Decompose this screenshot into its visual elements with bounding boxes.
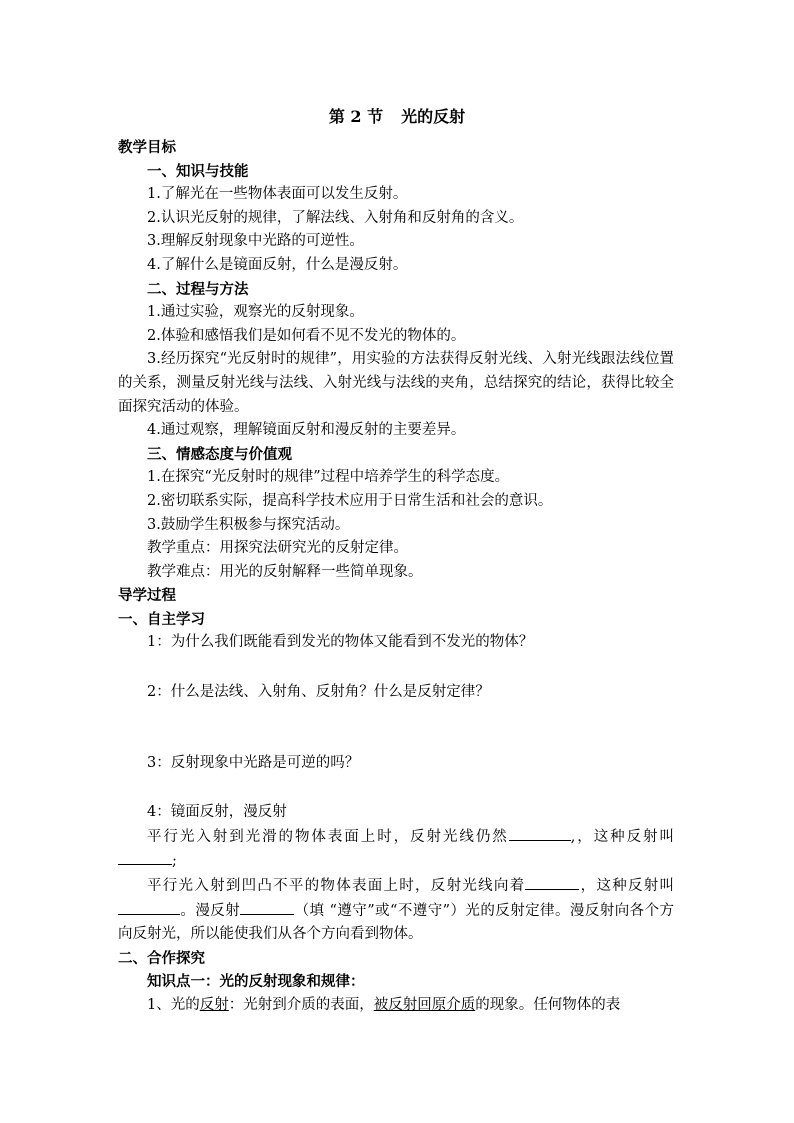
list-item: 4.了解什么是镜面反射，什么是漫反射。 (147, 256, 408, 273)
question-1: 1：为什么我们既能看到发光的物体又能看到不发光的物体？ (147, 634, 534, 651)
definition-term: 反射 (199, 997, 229, 1013)
list-item: 3.经历探究“光反射时的规律”，用实验的方法获得反射光线、入射光线跟法线位置的关系，测量反射光线与法线、入射光线与法线的夹角，总结探究的结论，获得比较全面探究活动的体验。 (118, 351, 674, 415)
question-4: 4：镜面反射，漫反射 (147, 804, 287, 821)
process-methods-heading: 二、过程与方法 (147, 280, 249, 298)
specular-text-b: ,，这种反射叫 (570, 828, 674, 845)
question-3: 3：反射现象中光路是可逆的吗？ (147, 754, 360, 771)
list-item: 1.了解光在一些物体表面可以发生反射。 (147, 186, 408, 203)
definition-text-e: 的现象。任何物体的表 (475, 997, 621, 1013)
list-item: 2.体验和感悟我们是如何看不见不发光的物体的。 (147, 327, 466, 344)
fill-blank[interactable] (525, 874, 579, 890)
specular-paragraph (118, 825, 674, 874)
page-title (0, 104, 794, 130)
definition-text-c: ：光射到介质的表面， (228, 997, 374, 1013)
diffuse-text-a: 平行光入射到凹凸不平的物体表面上时，反射光线向着 (147, 878, 526, 895)
fill-blank[interactable] (240, 899, 294, 915)
diffuse-text-d: （填 “遵守”或“不遵守”）光的反射定律。漫反射向各个方向反射光，所以能使我们从各个方向看到物体。 (118, 902, 675, 943)
list-item: 3.理解反射现象中光路的可逆性。 (147, 233, 364, 250)
self-study-heading: 一、自主学习 (118, 610, 205, 628)
list-item: 1.通过实验，观察光的反射现象。 (147, 304, 364, 321)
diffuse-text-b: ，这种反射叫 (579, 878, 675, 895)
definition-underlined: 被反射回原介质 (373, 997, 476, 1013)
cooperative-heading: 二、合作探究 (118, 949, 205, 967)
section-number: 第 2 节 (328, 107, 384, 126)
list-item: 2.密切联系实际，提高科学技术应用于日常生活和社会的意识。 (147, 492, 553, 509)
question-2: 2：什么是法线、入射角、反射角？什么是反射定律？ (147, 684, 490, 701)
definition-text-a: 1、光的 (147, 997, 200, 1013)
specular-text-c: ; (172, 853, 177, 870)
list-item: 1.在探究“光反射时的规律”过程中培养学生的科学态度。 (147, 469, 510, 486)
key-point: 教学重点：用探究法研究光的反射定律。 (147, 540, 408, 557)
objectives-heading: 教学目标 (118, 139, 176, 156)
list-item: 4.通过观察，理解镜面反射和漫反射的主要差异。 (147, 422, 466, 439)
diffuse-text-c: 。漫反射 (180, 902, 241, 919)
knowledge-point-1: 知识点一：光的反射现象和规律： (147, 973, 365, 991)
list-item: 3.鼓励学生积极参与探究活动。 (147, 516, 350, 533)
section-name: 光的反射 (401, 107, 466, 126)
document-body (118, 136, 674, 1018)
attitude-values-heading: 三、情感态度与价值观 (147, 445, 292, 463)
fill-blank[interactable] (118, 899, 180, 915)
list-item: 2.认识光反射的规律，了解法线、入射角和反射角的含义。 (147, 209, 524, 226)
fill-blank[interactable] (509, 825, 571, 841)
specular-text-a: 平行光入射到光滑的物体表面上时，反射光线仍然 (147, 828, 509, 845)
reflection-definition (118, 994, 674, 1018)
process-heading: 导学过程 (118, 587, 176, 605)
diffuse-paragraph (118, 874, 674, 947)
knowledge-skills-heading: 一、知识与技能 (147, 162, 249, 180)
difficulty-point: 教学难点：用光的反射解释一些简单现象。 (147, 563, 423, 580)
fill-blank[interactable] (118, 849, 172, 865)
